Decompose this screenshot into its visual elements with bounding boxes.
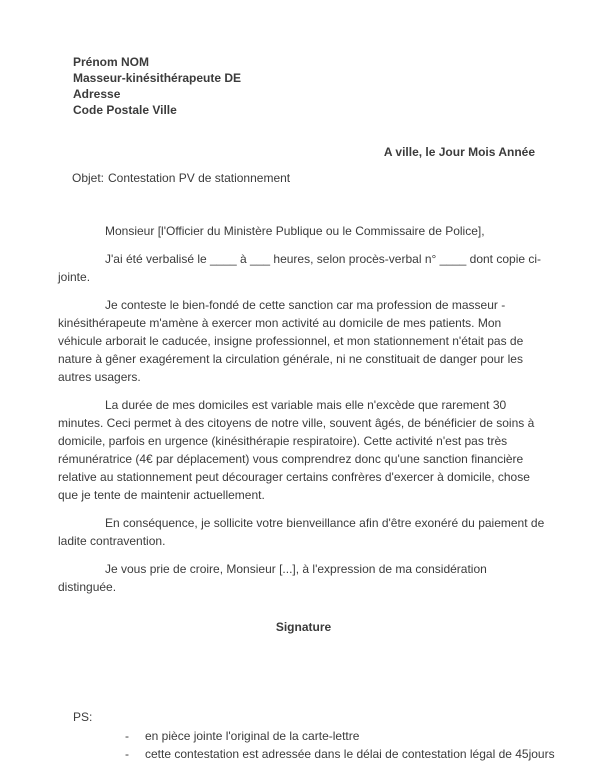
ps-item-bullet: - <box>125 729 129 743</box>
ps-label: PS: <box>73 710 93 724</box>
ps-item-text: en pièce jointe l'original de la carte-lettre <box>145 729 360 743</box>
paragraph-duree-domiciles: La durée de mes domiciles est variable mais elle n'excède que rarement 30 minutes. Ceci permet à des citoyens de notre ville, souvent âgés, de bénéficier de soins à domicile, parfois en urgence (kinésithérapie respiratoire). Cette activité n'est pas très rémunératrice (4€ par déplacement) vous comprendrez donc qu'une sanction financière relative au stationnement peut décourager certains confrères d'exercer à domicile, chose que je tente de maintenir actuellement. <box>58 398 535 502</box>
paragraph-politesse: Je vous prie de croire, Monsieur [...], à l'expression de ma considération distinguée. <box>58 562 487 594</box>
sender-block <box>73 54 241 118</box>
subject-line <box>72 171 290 185</box>
subject-text: Contestation PV de stationnement <box>108 171 291 185</box>
ps-item-text: cette contestation est adressée dans le délai de contestation légal de 45jours <box>145 747 555 761</box>
ps-item <box>125 727 555 745</box>
paragraph-contestation: Je conteste le bien-fondé de cette sanction car ma profession de masseur - kinésithérapeute m'amène à exercer mon activité au domicile de mes patients. Mon véhicule arborait le caducée, insigne professionnel, et mon stationnement n'était pas de nature à gêner exagérement la circulation générale, ni ne constituait de danger pour les autres usagers. <box>58 298 524 384</box>
sender-profession: Masseur-kinésithérapeute DE <box>73 71 242 85</box>
paragraph-consequence: En conséquence, je sollicite votre bienveillance afin d'être exonéré du paiement de ladite contravention. <box>58 516 545 548</box>
signature-label: Signature <box>275 620 332 634</box>
ps-item-bullet: - <box>125 747 129 761</box>
letter-body <box>58 222 546 606</box>
sender-address: Adresse <box>73 87 121 101</box>
sender-city: Code Postale Ville <box>73 103 177 117</box>
salutation: Monsieur [l'Officier du Ministère Publique ou le Commissaire de Police], <box>105 224 485 238</box>
ps-list <box>125 727 555 763</box>
subject-label: Objet: <box>72 171 105 185</box>
ps-item <box>125 745 555 763</box>
paragraph-verbalisation: J'ai été verbalisé le ____ à ___ heures, selon procès-verbal n° ____ dont copie ci-jointe. <box>58 252 542 284</box>
date-line: A ville, le Jour Mois Année <box>383 145 535 159</box>
sender-name: Prénom NOM <box>73 55 150 69</box>
